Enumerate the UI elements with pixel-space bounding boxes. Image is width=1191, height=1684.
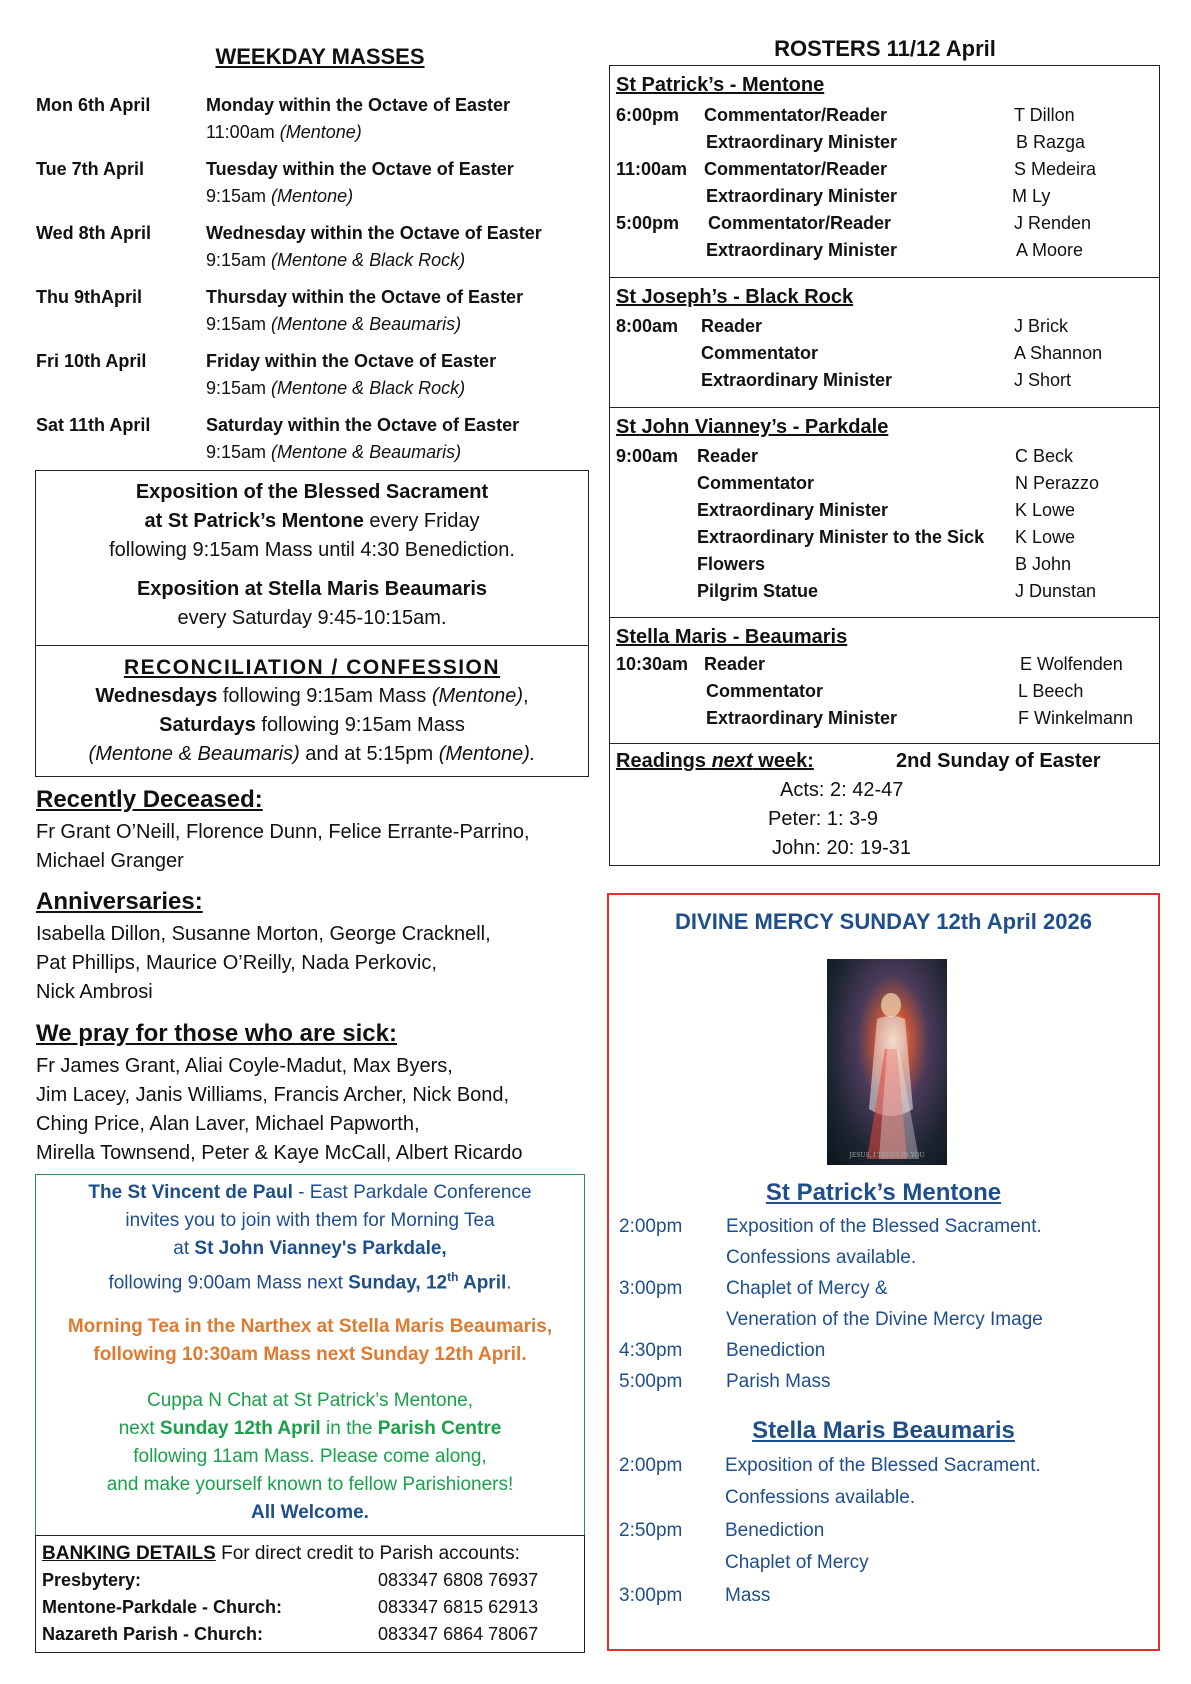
roster-role: Pilgrim Statue [697,581,819,601]
exposition-line: every Saturday 9:45-10:15am. [177,607,447,629]
roster-role: Extraordinary Minister [697,500,889,520]
roster-name: K Lowe [1015,527,1076,547]
weekday-day: Mon 6th April [36,95,151,115]
roster-name: S Medeira [1014,159,1097,179]
weekday-row [36,156,606,212]
sick-list [36,1052,596,1168]
weekday-day: Tue 7th April [36,159,144,179]
weekday-day: Wed 8th April [36,223,152,243]
roster-name: N Perazzo [1015,473,1100,493]
weekday-location: (Mentone & Black Rock) [271,378,466,398]
svdp-date: Sunday, 12 [348,1272,448,1294]
recon-text: following 9:15am Mass [217,685,432,707]
roster-time: 8:00am [616,316,679,336]
roster-section-heading: St Patrick’s - Mentone [616,74,825,96]
mercy-time: 2:00pm [619,1455,683,1476]
roster-role: Extraordinary Minister [706,708,898,728]
exposition-box [35,470,589,646]
weekday-time: 9:15am [206,186,272,206]
svdp-box [35,1174,585,1536]
svdp-text: following 9:00am Mass next [108,1272,349,1294]
roster-time: 6:00pm [616,105,680,125]
exposition-place: at St Patrick’s Mentone [144,510,364,532]
reconciliation-box [35,645,589,777]
weekday-location: (Mentone & Black Rock) [271,250,466,270]
roster-name: K Lowe [1015,500,1076,520]
mercy-item: Exposition of the Blessed Sacrament. [726,1216,1042,1237]
weekday-title-text: Thursday within the Octave of Easter [206,287,524,307]
recon-text: and at 5:15pm [299,743,439,765]
roster-section-heading: Stella Maris - Beaumaris [616,626,848,648]
weekday-time: 9:15am [206,378,272,398]
mercy-time: 5:00pm [619,1371,683,1392]
svdp-text: at [173,1238,195,1259]
weekday-time: 11:00am [206,122,280,142]
mercy-item: Mass [725,1585,771,1606]
readings-heading: Readings [616,750,712,772]
roster-time: 9:00am [616,446,679,466]
mercy-time: 2:50pm [619,1520,683,1541]
weekday-title-text: Friday within the Octave of Easter [206,351,497,371]
mercy-item: Benediction [725,1520,825,1541]
bank-row [42,1594,584,1621]
svdp-text: - East Parkdale Conference [292,1182,532,1203]
cuppa-place: Parish Centre [377,1418,502,1440]
roster-name: J Dunstan [1015,581,1097,601]
cuppa-date: Sunday 12th April [159,1418,321,1440]
cuppa-text: in the [320,1418,378,1440]
roster-section-josephs [610,277,1159,407]
roster-role: Commentator/Reader [704,105,888,125]
weekday-row [36,284,606,340]
deceased-list [36,818,596,876]
weekday-row [36,348,606,404]
readings-heading: next [711,750,753,772]
recon-day: Wednesdays [95,685,218,707]
deceased-heading: Recently Deceased: [36,786,263,813]
roster-name: C Beck [1015,446,1074,466]
svdp-date-suffix: th [447,1270,459,1284]
roster-name: T Dillon [1014,105,1075,125]
roster-name: B Razga [1016,132,1086,152]
reconciliation-title: RECONCILIATION / CONFESSION [123,656,501,679]
svdp-date: April [458,1272,507,1294]
name-line: Ching Price, Alan Laver, Michael Papworth, [36,1113,420,1135]
bank-number: 083347 6864 78067 [378,1624,539,1644]
roster-role: Flowers [697,554,766,574]
weekday-time: 9:15am [206,442,272,462]
divine-mercy-box [607,893,1160,1651]
weekday-day: Sat 11th April [36,415,151,435]
weekday-row [36,412,606,468]
morning-tea-text: following 10:30am Mass next Sunday 12th April. [93,1344,527,1366]
recon-loc: (Mentone). [438,743,536,765]
roster-box [609,65,1160,866]
svdp-place: St John Vianney's Parkdale, [194,1238,447,1259]
reading-ref: Peter: 1: 3-9 [768,808,879,830]
roster-time: 11:00am [616,159,688,179]
weekday-title-text: Monday within the Octave of Easter [206,95,511,115]
bank-row [42,1567,584,1594]
mercy-item: Benediction [726,1340,826,1361]
weekday-row [36,220,606,276]
name-line: Jim Lacey, Janis Williams, Francis Archer, Nick Bond, [36,1084,510,1106]
roster-name: B John [1015,554,1072,574]
name-line: Fr James Grant, Aliai Coyle-Madut, Max Byers, [36,1055,453,1077]
svdp-text: . [506,1272,512,1294]
banking-box [35,1535,585,1653]
recon-loc: (Mentone) [431,685,524,707]
weekday-day: Fri 10th April [36,351,147,371]
sick-heading: We pray for those who are sick: [36,1020,397,1047]
name-line: Fr Grant O’Neill, Florence Dunn, Felice Errante-Parrino, [36,821,530,843]
roster-role: Reader [697,446,759,466]
roster-role: Extraordinary Minister [706,240,898,260]
weekday-time: 9:15am [206,250,272,270]
roster-name: L Beech [1018,681,1084,701]
mercy-item: Confessions available. [726,1247,917,1268]
roster-time: 10:30am [616,654,689,674]
weekday-title-text: Wednesday within the Octave of Easter [206,223,542,243]
divine-mercy-title: DIVINE MERCY SUNDAY 12th April 2026 [675,909,1092,934]
roster-name: J Renden [1014,213,1092,233]
roster-name: F Winkelmann [1018,708,1134,728]
cuppa-text: and make yourself known to fellow Parishioners! [106,1474,514,1496]
roster-name: E Wolfenden [1020,654,1123,674]
readings-heading: week: [752,750,814,772]
bank-row [42,1621,584,1648]
readings-sunday: 2nd Sunday of Easter [896,750,1101,772]
roster-section-readings [610,743,1159,867]
bank-number: 083347 6815 62913 [378,1597,539,1617]
mercy-section-heading: St Patrick’s Mentone [765,1179,1002,1206]
roster-time: 5:00pm [616,213,680,233]
anniversaries-list [36,920,596,1007]
mercy-item: Veneration of the Divine Mercy Image [726,1309,1043,1330]
morning-tea-text: Morning Tea in the Narthex at Stella Maris Beaumaris, [67,1316,553,1338]
weekday-row [36,92,606,148]
reading-ref: John: 20: 19-31 [772,837,911,859]
roster-name: J Brick [1014,316,1068,336]
bank-label: Nazareth Parish - Church: [42,1624,264,1644]
mercy-item: Exposition of the Blessed Sacrament. [725,1455,1041,1476]
mercy-time: 2:00pm [619,1216,683,1237]
weekday-day: Thu 9thApril [36,287,142,307]
weekday-masses-title: WEEKDAY MASSES [215,44,425,69]
image-caption: JESUS, I TRUST IN YOU [849,1152,925,1159]
roster-name: M Ly [1012,186,1051,206]
roster-role: Extraordinary Minister [706,186,898,206]
recon-loc: (Mentone & Beaumaris) [88,743,300,765]
roster-role: Commentator/Reader [708,213,892,233]
weekday-location: (Mentone & Beaumaris) [271,442,462,462]
weekday-time: 9:15am [206,314,272,334]
exposition-line: Exposition of the Blessed Sacrament [135,481,489,503]
recon-text: , [523,685,529,707]
bank-number: 083347 6808 76937 [378,1570,539,1590]
roster-name: A Moore [1016,240,1084,260]
roster-role: Extraordinary Minister [701,370,893,390]
anniversaries-heading: Anniversaries: [36,888,203,915]
svdp-text: invites you to join with them for Morning Tea [125,1210,495,1231]
mercy-time: 3:00pm [619,1278,683,1299]
roster-role: Commentator [706,681,824,701]
rosters-title: ROSTERS 11/12 April [774,36,996,61]
svdp-org: The St Vincent de Paul [88,1182,293,1203]
roster-role: Commentator/Reader [704,159,888,179]
reading-ref: Acts: 2: 42-47 [780,779,904,801]
recon-day: Saturdays [159,714,256,736]
roster-section-heading: St Joseph’s - Black Rock [616,286,854,308]
roster-role: Extraordinary Minister to the Sick [697,527,985,547]
mercy-item: Chaplet of Mercy & [726,1278,888,1299]
divine-mercy-figure-icon [827,959,947,1165]
mercy-item: Parish Mass [726,1371,831,1392]
banking-subtitle: For direct credit to Parish accounts: [215,1543,520,1564]
bank-label: Presbytery: [42,1570,142,1590]
roster-role: Commentator [697,473,815,493]
roster-role: Reader [704,654,766,674]
weekday-location: (Mentone & Beaumaris) [271,314,462,334]
roster-section-patricks [610,66,1159,277]
divine-mercy-image [827,959,947,1165]
roster-role: Extraordinary Minister [706,132,898,152]
mercy-time: 3:00pm [619,1585,683,1606]
cuppa-text: Cuppa N Chat at St Patrick’s Mentone, [147,1390,473,1412]
bank-label: Mentone-Parkdale - Church: [42,1597,283,1617]
weekday-title-text: Tuesday within the Octave of Easter [206,159,514,179]
banking-title: BANKING DETAILS [42,1543,216,1564]
mercy-time: 4:30pm [619,1340,683,1361]
name-line: Nick Ambrosi [36,981,153,1003]
mercy-item: Confessions available. [725,1487,916,1508]
roster-name: A Shannon [1014,343,1103,363]
mercy-item: Chaplet of Mercy [725,1552,869,1573]
weekday-location: (Mentone) [271,186,354,206]
name-line: Michael Granger [36,850,184,872]
roster-section-stella [610,617,1159,743]
name-line: Isabella Dillon, Susanne Morton, George Cracknell, [36,923,491,945]
roster-role: Commentator [701,343,819,363]
roster-name: J Short [1014,370,1072,390]
name-line: Pat Phillips, Maurice O’Reilly, Nada Perkovic, [36,952,437,974]
weekday-location: (Mentone) [279,122,362,142]
roster-section-heading: St John Vianney’s - Parkdale [616,416,889,438]
weekday-title-text: Saturday within the Octave of Easter [206,415,520,435]
roster-section-vianney [610,407,1159,617]
cuppa-text: following 11am Mass. Please come along, [133,1446,487,1468]
exposition-line: following 9:15am Mass until 4:30 Benediction. [109,539,515,561]
name-line: Mirella Townsend, Peter & Kaye McCall, Albert Ricardo [36,1142,523,1164]
all-welcome: All Welcome. [251,1502,369,1524]
exposition-line: every Friday [363,510,480,532]
mercy-section-heading: Stella Maris Beaumaris [752,1417,1015,1444]
recon-text: following 9:15am Mass [255,714,465,736]
exposition-line: Exposition at Stella Maris Beaumaris [136,578,488,600]
roster-role: Reader [701,316,763,336]
cuppa-text: next [118,1418,160,1440]
